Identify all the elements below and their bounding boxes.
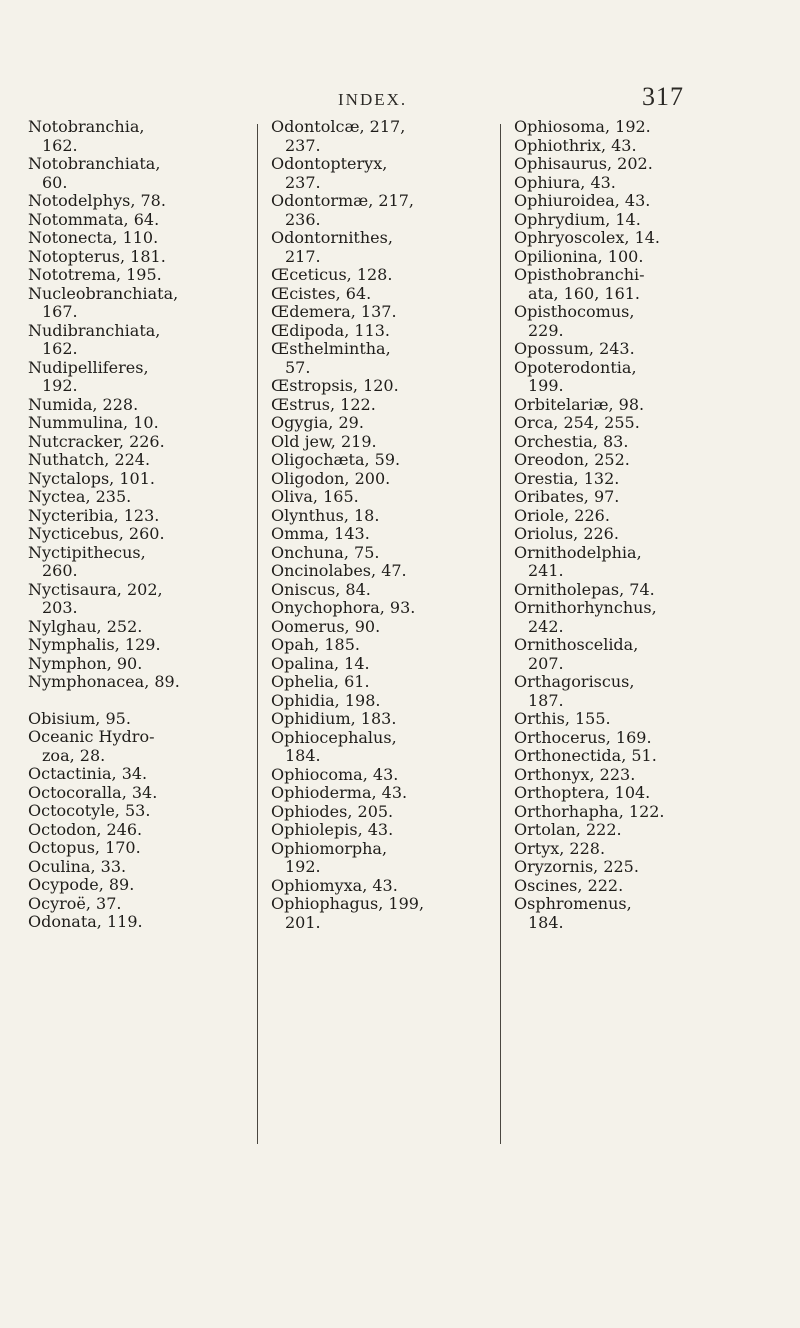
- index-entry-line: Ornitholepas, 74.: [514, 579, 655, 599]
- index-entry-line: Numida, 228.: [28, 394, 139, 414]
- index-entry-line: Osphromenus,: [514, 894, 632, 913]
- index-entry-line: Notonecta, 110.: [28, 228, 159, 247]
- index-entry-line: Nycticebus, 260.: [28, 524, 165, 543]
- index-entry-line: Nyctipithecus,: [28, 542, 146, 562]
- index-entry-line: Nyctea, 235.: [28, 487, 132, 506]
- index-entry-line: Opisthobranchi-: [514, 265, 645, 284]
- index-entry-line: Oriolus, 226.: [514, 524, 619, 543]
- index-entry-line: Orbitelariæ, 98.: [514, 394, 645, 414]
- index-entry-line: Ortolan, 222.: [514, 820, 622, 839]
- index-entry-line: Opalina, 14.: [271, 653, 370, 673]
- index-entry-line: Omma, 143.: [271, 524, 370, 543]
- index-entry-line: Orthis, 155.: [514, 709, 611, 728]
- index-entry-line: Opah, 185.: [271, 635, 360, 654]
- index-entry-line: Oniscus, 84.: [271, 579, 371, 599]
- index-column-2: [271, 118, 516, 932]
- index-entry-line: 242.: [528, 616, 564, 636]
- index-entry-line: ata, 160, 161.: [528, 283, 641, 303]
- index-entry-line: Nymphonacea, 89.: [28, 672, 180, 691]
- index-entry-line: Notobranchia,: [28, 117, 145, 136]
- index-entry-line: Odontornithes,: [271, 228, 393, 247]
- index-entry-line: Œdipoda, 113.: [271, 320, 391, 340]
- index-entry-line: Nutcracker, 226.: [28, 431, 165, 451]
- index-entry-line: Ortyx, 228.: [514, 838, 606, 858]
- index-entry-line: Nummulina, 10.: [28, 413, 159, 432]
- index-entry-line: 236.: [285, 209, 321, 229]
- index-entry-line: Orthagoriscus,: [514, 672, 635, 691]
- index-entry-line: 184.: [528, 912, 564, 932]
- index-entry-line: Ophiolepis, 43.: [271, 820, 394, 839]
- index-entry-line: Nymphalis, 129.: [28, 635, 161, 654]
- index-entry-line: Notodelphys, 78.: [28, 191, 166, 210]
- index-entry-line: Ophidium, 183.: [271, 709, 397, 728]
- index-entry-line: Oligodon, 200.: [271, 468, 391, 488]
- index-entry-line: Octocoralla, 34.: [28, 782, 158, 802]
- index-entry-line: Nuthatch, 224.: [28, 450, 151, 469]
- index-entry-line: Opisthocomus,: [514, 302, 635, 321]
- index-entry-line: Oliva, 165.: [271, 487, 359, 506]
- index-entry-line: Orthorhapha, 122.: [514, 801, 665, 821]
- index-entry-line: 237.: [285, 172, 321, 192]
- index-entry-line: Ophiocoma, 43.: [271, 764, 399, 784]
- index-entry-line: Octocotyle, 53.: [28, 801, 151, 820]
- index-entry-line: Orthonyx, 223.: [514, 764, 636, 784]
- index-entry-line: Opossum, 243.: [514, 339, 635, 358]
- index-entry-line: Ophryoscolex, 14.: [514, 228, 661, 247]
- index-entry-line: Nudipelliferes,: [28, 357, 149, 377]
- index-entry-line: 241.: [528, 561, 564, 580]
- index-entry-line: Notobranchiata,: [28, 154, 161, 173]
- index-entry-line: Ophisaurus, 202.: [514, 154, 653, 173]
- index-entry-line: Octactinia, 34.: [28, 764, 148, 783]
- index-entry-line: Odontormæ, 217,: [271, 191, 415, 210]
- page-number: 317: [642, 82, 684, 111]
- index-entry-line: Orestia, 132.: [514, 468, 620, 488]
- index-entry-line: Nyctisaura, 202,: [28, 579, 163, 599]
- index-entry-line: Opoterodontia,: [514, 357, 637, 377]
- index-entry-line: Oculina, 33.: [28, 856, 127, 876]
- index-entry-line: Olynthus, 18.: [271, 505, 380, 525]
- index-entry-line: Oomerus, 90.: [271, 616, 381, 636]
- letter-section-gap: [28, 692, 273, 710]
- index-entry-line: Nymphon, 90.: [28, 653, 143, 673]
- index-entry-line: 162.: [42, 135, 78, 155]
- index-entry-line: Ocyroë, 37.: [28, 893, 122, 913]
- index-entry-line: 192.: [285, 857, 321, 876]
- index-entry-line: 187.: [528, 690, 564, 710]
- index-entry-line: 237.: [285, 135, 321, 155]
- index-entry-line: Oreodon, 252.: [514, 450, 630, 469]
- index-entry-line: Octopus, 170.: [28, 838, 141, 857]
- index-entry-line: 162.: [42, 339, 78, 358]
- index-entry-line: Nototrema, 195.: [28, 265, 162, 284]
- index-entry-line: Œceticus, 128.: [271, 265, 393, 284]
- index-entry-line: 184.: [285, 746, 321, 765]
- index-entry-line: Orthocerus, 169.: [514, 727, 652, 747]
- index-entry-line: Ophrydium, 14.: [514, 209, 641, 229]
- index-entry-line: Oryzornis, 225.: [514, 857, 639, 876]
- index-entry-line: Ornithoscelida,: [514, 635, 639, 654]
- index-entry-line: Oceanic Hydro-: [28, 727, 155, 746]
- index-entry-line: Ophiomorpha,: [271, 838, 388, 858]
- index-entry-line: Octodon, 246.: [28, 819, 143, 839]
- index-entry-line: Orca, 254, 255.: [514, 413, 640, 432]
- index-entry-line: Ophiomyxa, 43.: [271, 875, 398, 895]
- index-entry-line: Odontolcæ, 217,: [271, 117, 406, 136]
- index-entry-line: Ophiocephalus,: [271, 727, 397, 747]
- index-entry-line: Odontopteryx,: [271, 154, 388, 173]
- index-entry-line: Odonata, 119.: [28, 912, 143, 931]
- index-entry-line: Nyctalops, 101.: [28, 468, 155, 488]
- index-entry-line: Notommata, 64.: [28, 209, 160, 229]
- index-entry-line: 229.: [528, 320, 564, 340]
- index-column-1: [28, 118, 273, 932]
- index-entry-line: 199.: [528, 376, 564, 395]
- index-entry-line: Oscines, 222.: [514, 875, 624, 895]
- index-entry-line: Opilionina, 100.: [514, 246, 644, 266]
- index-entry-line: Old jew, 219.: [271, 431, 377, 451]
- index-entry-line: Nylghau, 252.: [28, 616, 143, 636]
- index-entry-line: 57.: [285, 357, 311, 377]
- index-entry-line: Ophiodes, 205.: [271, 801, 394, 821]
- index-entry-line: Oncinolabes, 47.: [271, 561, 407, 580]
- index-entry-line: Ornithodelphia,: [514, 542, 642, 562]
- index-entry-line: Ocypode, 89.: [28, 875, 135, 894]
- index-entry-line: Ornithorhynchus,: [514, 598, 657, 617]
- index-entry-line: Ophiothrix, 43.: [514, 135, 637, 155]
- index-entry-line: Oribates, 97.: [514, 487, 620, 506]
- index-entry-line: Notopterus, 181.: [28, 246, 166, 266]
- index-entry-line: Ophioderma, 43.: [271, 783, 408, 802]
- index-entry-line: Œdemera, 137.: [271, 302, 397, 321]
- index-entry-line: Nucleobranchiata,: [28, 283, 179, 303]
- index-entry-line: Nudibranchiata,: [28, 320, 161, 340]
- index-entry-line: Ophidia, 198.: [271, 690, 381, 710]
- index-entry-line: 192.: [42, 376, 78, 395]
- running-head: INDEX.: [338, 90, 408, 109]
- index-entry-line: 167.: [42, 302, 78, 321]
- index-entry-line: 260.: [42, 561, 78, 580]
- index-entry-line: Obisium, 95.: [28, 708, 131, 728]
- index-entry-line: 207.: [528, 653, 564, 673]
- index-entry-line: Ophiosoma, 192.: [514, 117, 651, 136]
- index-entry-line: Œcistes, 64.: [271, 283, 372, 303]
- index-entry-line: 201.: [285, 912, 321, 932]
- index-entry-line: Ogygia, 29.: [271, 413, 364, 432]
- index-entry-line: Œsthelmintha,: [271, 339, 391, 358]
- index-entry-line: Ophelia, 61.: [271, 672, 370, 691]
- index-entry-line: 60.: [42, 172, 68, 192]
- index-entry-line: Ophiura, 43.: [514, 172, 616, 192]
- index-entry-line: Oligochæta, 59.: [271, 450, 401, 469]
- index-entry-line: 217.: [285, 246, 321, 266]
- index-entry-line: Orthoptera, 104.: [514, 783, 651, 802]
- index-entry-line: Onchuna, 75.: [271, 542, 380, 562]
- index-entry-line: Ophiuroidea, 43.: [514, 191, 651, 210]
- index-entry-line: Oriole, 226.: [514, 505, 610, 525]
- index-entry-line: Orthonectida, 51.: [514, 746, 657, 765]
- index-entry-line: Orchestia, 83.: [514, 431, 629, 451]
- index-entry-line: Œstrus, 122.: [271, 394, 376, 414]
- index-entry-line: Nycteribia, 123.: [28, 505, 160, 525]
- index-entry-line: Ophiophagus, 199,: [271, 894, 425, 913]
- index-entry-line: Œstropsis, 120.: [271, 376, 399, 395]
- index-entry-line: Onychophora, 93.: [271, 598, 416, 617]
- index-entry-line: zoa, 28.: [42, 745, 106, 765]
- index-entry-line: 203.: [42, 598, 78, 617]
- index-column-3: [514, 118, 759, 932]
